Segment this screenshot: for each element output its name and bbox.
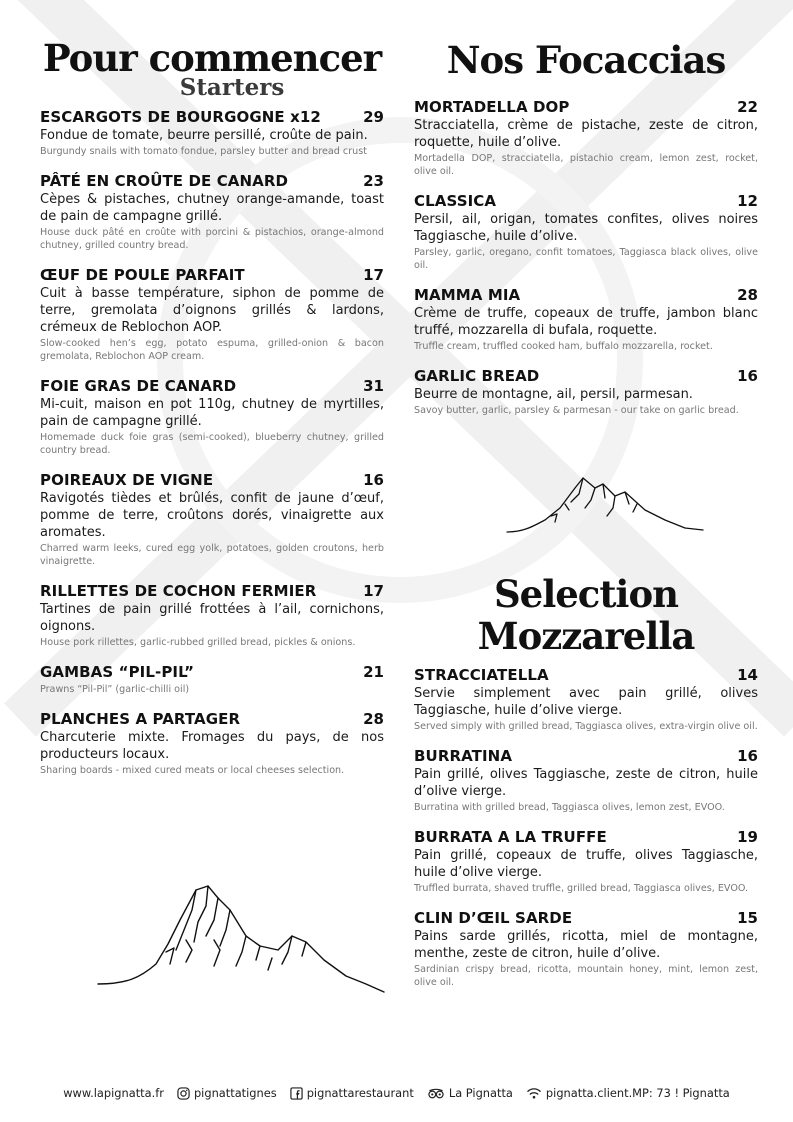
menu-item-english: House pork rillettes, garlic-rubbed grilled bread, pickles & onions. <box>40 637 356 648</box>
menu-item-price: 17 <box>363 582 384 600</box>
menu-item-price: 28 <box>737 286 758 304</box>
menu-item-english: Burratina with grilled bread, Taggiasca olives, lemon zest, EVOO. <box>414 802 725 813</box>
menu-item-english: Savoy butter, garlic, parsley & parmesan - our take on garlic bread. <box>414 405 739 416</box>
menu-item-name: ŒUF DE POULE PARFAIT <box>40 266 245 284</box>
menu-item-name: CLIN D’ŒIL SARDE <box>414 909 573 927</box>
menu-item-english: Served simply with grilled bread, Taggiasca olives, extra-virgin olive oil. <box>414 721 758 732</box>
menu-item-description: Stracciatella, crème de pistache, zeste de citron, roquette, huile d’olive. <box>414 118 758 150</box>
facebook-icon <box>290 1087 303 1100</box>
menu-item-price: 16 <box>737 367 758 385</box>
mozzarella-list <box>414 666 758 989</box>
menu-item-header <box>40 266 384 285</box>
instagram-icon <box>177 1087 190 1100</box>
menu-item-price: 31 <box>363 377 384 395</box>
menu-item-name: RILLETTES DE COCHON FERMIER <box>40 582 317 600</box>
wifi-icon <box>526 1087 542 1100</box>
menu-item <box>414 286 758 353</box>
tripadvisor-icon <box>427 1087 445 1100</box>
menu-item-name: GAMBAS “PIL-PIL” <box>40 663 195 681</box>
menu-item-price: 17 <box>363 266 384 284</box>
menu-item-name: POIREAUX DE VIGNE <box>40 471 214 489</box>
menu-item-english: Parsley, garlic, oregano, confit tomatoes, Taggiasca black olives, olive oil. <box>414 247 758 271</box>
menu-item-description: Cèpes & pistaches, chutney orange-amande, toast de pain de campagne grillé. <box>40 192 384 224</box>
menu-item-name: STRACCIATELLA <box>414 666 549 684</box>
menu-item <box>414 747 758 814</box>
menu-item <box>40 377 384 457</box>
mozzarella-section <box>414 666 758 1003</box>
menu-item-name: BURRATINA <box>414 747 513 765</box>
menu-item-price: 29 <box>363 108 384 126</box>
footer-wifi <box>526 1086 730 1100</box>
footer <box>0 1086 793 1100</box>
menu-item-header <box>414 666 758 685</box>
menu-item-name: MAMMA MIA <box>414 286 521 304</box>
tripadvisor-name[interactable]: La Pignatta <box>448 1086 513 1100</box>
starters-list <box>40 108 384 777</box>
instagram-handle[interactable]: pignattatignes <box>193 1086 277 1100</box>
menu-item-description: Servie simplement avec pain grillé, olives Taggiasche, huile d’olive vierge. <box>414 686 758 718</box>
menu-item-header <box>40 710 384 729</box>
mountain-sketch-large <box>96 880 386 1000</box>
mozzarella-title-line1: Selection <box>493 572 679 616</box>
menu-item-price: 12 <box>737 192 758 210</box>
menu-item-english: Slow-cooked hen’s egg, potato espuma, grilled-onion & bacon gremolata, Reblochon AOP cream. <box>40 338 384 362</box>
menu-item-english: Prawns “Pil-Pil” (garlic-chilli oil) <box>40 684 190 695</box>
menu-item <box>414 367 758 417</box>
menu-item-description: Crème de truffe, copeaux de truffe, jambon blanc truffé, mozzarella di bufala, roquette. <box>414 306 758 338</box>
menu-item <box>414 98 758 178</box>
menu-item-header <box>414 286 758 305</box>
menu-item <box>414 666 758 733</box>
menu-item <box>40 266 384 363</box>
facebook-handle[interactable]: pignattarestaurant <box>306 1086 414 1100</box>
menu-item-header <box>40 377 384 396</box>
menu-item <box>414 909 758 989</box>
footer-tripadvisor[interactable] <box>427 1086 513 1100</box>
starters-section <box>40 36 384 791</box>
mozzarella-title <box>414 573 758 657</box>
starters-title: Pour commencer <box>42 36 382 80</box>
footer-website[interactable] <box>63 1086 164 1100</box>
menu-item <box>40 471 384 568</box>
menu-item-name: ESCARGOTS DE BOURGOGNE x12 <box>40 108 321 126</box>
menu-item-name: CLASSICA <box>414 192 497 210</box>
menu-item-header <box>414 98 758 117</box>
menu-item-price: 16 <box>363 471 384 489</box>
menu-item-price: 14 <box>737 666 758 684</box>
menu-item-description: Ravigotés tièdes et brûlés, confit de jaune d’œuf, pomme de terre, croûtons dorés, vinaigrette aux aromates. <box>40 491 384 540</box>
menu-item-name: GARLIC BREAD <box>414 367 540 385</box>
menu-item <box>40 582 384 649</box>
menu-item-name: BURRATA A LA TRUFFE <box>414 828 607 846</box>
focaccias-list <box>414 98 758 417</box>
menu-item-english: Charred warm leeks, cured egg yolk, potatoes, golden croutons, herb vinaigrette. <box>40 543 384 567</box>
menu-item-header <box>414 367 758 386</box>
menu-item-header <box>40 582 384 601</box>
menu-item-english: Mortadella DOP, stracciatella, pistachio cream, lemon zest, rocket, olive oil. <box>414 153 758 177</box>
menu-item-description: Fondue de tomate, beurre persillé, croûte de pain. <box>40 128 368 143</box>
menu-item-name: PLANCHES A PARTAGER <box>40 710 241 728</box>
menu-item-description: Cuit à basse température, siphon de pomme de terre, gremolata d’oignons grillés & lardons, crémeux de Reblochon AOP. <box>40 286 384 335</box>
menu-item-english: Truffled burrata, shaved truffle, grilled bread, Taggiasca olives, EVOO. <box>414 883 749 894</box>
menu-item-price: 19 <box>737 828 758 846</box>
menu-item <box>40 663 384 696</box>
footer-facebook[interactable] <box>290 1086 414 1100</box>
menu-item-english: House duck pâté en croûte with porcini & pistachios, orange-almond chutney, grilled country bread. <box>40 227 384 251</box>
menu-item-header <box>414 828 758 847</box>
menu-item <box>40 172 384 252</box>
menu-item-english: Homemade duck foie gras (semi-cooked), blueberry chutney, grilled country bread. <box>40 432 384 456</box>
menu-item-english: Burgundy snails with tomato fondue, parsley butter and bread crust <box>40 146 367 157</box>
menu-item <box>414 828 758 895</box>
menu-item-price: 28 <box>363 710 384 728</box>
menu-item-header <box>40 172 384 191</box>
wifi-credentials: pignatta.client.MP: 73 ! Pignatta <box>545 1086 730 1100</box>
menu-item-header <box>40 108 384 127</box>
mountain-sketch-small <box>505 470 705 540</box>
starters-subtitle: Starters <box>179 74 285 101</box>
menu-item-description: Pains sarde grillés, ricotta, miel de montagne, menthe, zeste de citron, huile d’olive. <box>414 929 758 961</box>
menu-item-description: Tartines de pain grillé frottées à l’ail, cornichons, oignons. <box>40 602 384 634</box>
website-link[interactable]: www.lapignatta.fr <box>63 1086 164 1100</box>
menu-item-description: Pain grillé, olives Taggiasche, zeste de citron, huile d’olive vierge. <box>414 767 758 799</box>
menu-item-price: 16 <box>737 747 758 765</box>
menu-item-header <box>414 909 758 928</box>
menu-item <box>414 192 758 272</box>
menu-item-description: Persil, ail, origan, tomates confites, olives noires Taggiasche, huile d’olive. <box>414 212 758 244</box>
menu-item <box>40 108 384 158</box>
menu-item-english: Sardinian crispy bread, ricotta, mountain honey, mint, lemon zest, olive oil. <box>414 964 758 988</box>
menu-item-english: Sharing boards - mixed cured meats or local cheeses selection. <box>40 765 345 776</box>
footer-instagram[interactable] <box>177 1086 277 1100</box>
menu-item-description: Beurre de montagne, ail, persil, parmesan. <box>414 387 693 402</box>
menu-item-header <box>414 747 758 766</box>
menu-item-header <box>414 192 758 211</box>
focaccias-section <box>414 36 758 431</box>
focaccias-title: Nos Focaccias <box>446 38 726 82</box>
mozzarella-title-line2: Mozzarella <box>477 614 695 658</box>
menu-item-description: Pain grillé, copeaux de truffe, olives Taggiasche, huile d’olive vierge. <box>414 848 758 880</box>
menu-item-description: Charcuterie mixte. Fromages du pays, de nos producteurs locaux. <box>40 730 384 762</box>
menu-item-header <box>40 663 384 682</box>
menu-item-price: 23 <box>363 172 384 190</box>
menu-item-header <box>40 471 384 490</box>
menu-item-english: Truffle cream, truffled cooked ham, buffalo mozzarella, rocket. <box>414 341 713 352</box>
menu-item-price: 15 <box>737 909 758 927</box>
menu-item <box>40 710 384 777</box>
menu-item-name: MORTADELLA DOP <box>414 98 570 116</box>
menu-item-name: FOIE GRAS DE CANARD <box>40 377 237 395</box>
menu-item-price: 22 <box>737 98 758 116</box>
menu-item-price: 21 <box>363 663 384 681</box>
menu-item-name: PÂTÉ EN CROÛTE DE CANARD <box>40 172 289 190</box>
menu-item-description: Mi-cuit, maison en pot 110g, chutney de myrtilles, pain de campagne grillé. <box>40 397 384 429</box>
